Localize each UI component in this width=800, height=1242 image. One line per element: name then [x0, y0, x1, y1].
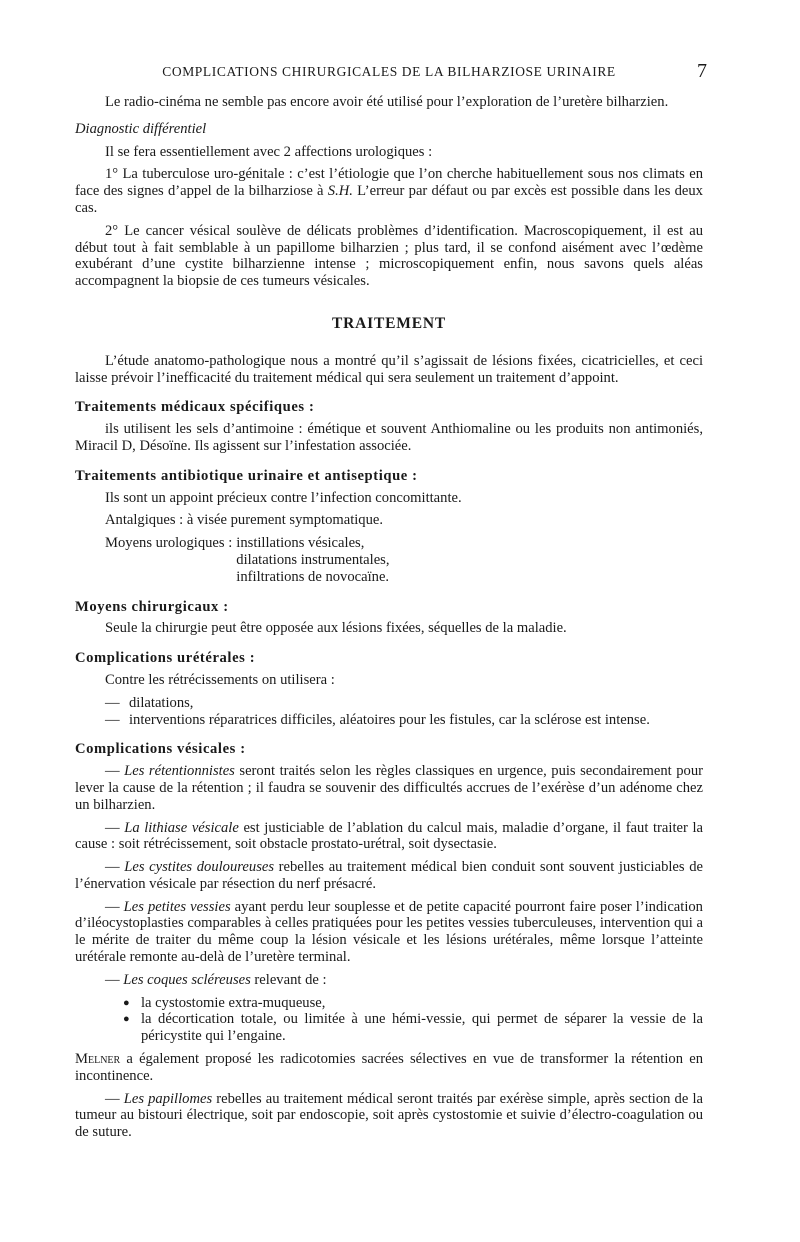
- list-item: — dilatations,: [105, 694, 194, 711]
- heading-diagnostic: Diagnostic différentiel: [75, 120, 207, 137]
- paragraph-cancer: 2° Le cancer vésical soulève de délicats problèmes d’identification. Macroscopiquement, il est au début tout à fait semblable à un papillome bilharzien ; plus tard, il se confond aisément avec l’œdème exubérant d’une cystite bilharzienne intense ; microscopiquement enfin, nous savons quels aléas accompagnent la biopsie de ces tumeurs vésicales.: [75, 222, 703, 290]
- section-title-traitement: TRAITEMENT: [332, 314, 446, 332]
- heading-traitements-medicaux: Traitements médicaux spécifiques :: [75, 399, 315, 416]
- moyens-urologiques-list: [232, 535, 389, 585]
- bullet-marker: ●: [123, 996, 130, 1009]
- list-item: — interventions réparatrices difficiles, aléatoires pour les fistules, car la sclérose est intense.: [105, 711, 650, 728]
- moyens-urologiques-label: Moyens urologiques :: [105, 535, 233, 552]
- paragraph-chirurgie: Seule la chirurgie peut être opposée aux lésions fixées, séquelles de la maladie.: [105, 620, 567, 637]
- running-header: [75, 60, 707, 88]
- running-title: COMPLICATIONS CHIRURGICALES DE LA BILHARZIOSE URINAIRE: [162, 64, 616, 79]
- heading-antibiotique: Traitements antibiotique urinaire et antiseptique :: [75, 467, 418, 484]
- dash-marker: —: [105, 694, 120, 711]
- paragraph-coques: — Les coques scléreuses relevant de :: [105, 971, 327, 988]
- paragraph-petites-vessies: — Les petites vessies ayant perdu leur souplesse et de petite capacité pourront faire poser l’indication d’iléocystoplasties comparables à celles pratiquées pour les petites vessies tuberculeuses, intervention qui a le mérite de traiter du même coup la lésion vésicale et les lésions urétérales, même lorsque l’atteinte urétérale remonte au-delà de l’uretère terminal.: [75, 898, 703, 966]
- paragraph-retentionnistes: — Les rétentionnistes seront traités selon les règles classiques en urgence, puis secondairement pour lever la cause de la rétention ; il faudra se souvenir des difficultés accrues de l’exérèse d’un adénome chez un bilharzien.: [75, 763, 703, 813]
- body-text: [75, 94, 703, 1141]
- paragraph-diagnostic-intro: Il se fera essentiellement avec 2 affections urologiques :: [105, 143, 433, 160]
- paragraph-papillomes: — Les papillomes rebelles au traitement médical seront traités par exérèse simple, après section de la tumeur au bistouri électrique, soit par endoscopie, soit après cystostomie et suivie d’électro-coagulation ou de suture.: [75, 1090, 703, 1141]
- list-item: ● la cystostomie extra-muqueuse,: [123, 994, 326, 1011]
- paragraph-cystites: — Les cystites douloureuses rebelles au traitement médical bien conduit sont souvent justiciables de l’énervation vésicale par résection du nerf présacré.: [75, 859, 703, 892]
- paragraph-radio-cinema: Le radio-cinéma ne semble pas encore avoir été utilisé pour l’exploration de l’uretère bilharzien.: [105, 94, 669, 110]
- paragraph-tuberculose: 1° La tuberculose uro-génitale : c’est l’étiologie que l’on cherche habituellement sous nos climats en face des signes d’appel de la bilharziose à S.H. L’erreur par défaut ou par excès est possible dans les deux cas.: [75, 166, 703, 216]
- heading-moyens-chirurgicaux: Moyens chirurgicaux :: [75, 598, 229, 615]
- bullet-marker: ●: [123, 1013, 130, 1026]
- paragraph-lithiase: — La lithiase vésicale est justiciable de l’ablation du calcul mais, maladie d’organe, il faut traiter la cause : soit rétrécissement, soit obstacle prostato-urétral, soit dysectasie.: [75, 819, 703, 853]
- paragraph-appoint: Ils sont un appoint précieux contre l’infection concomittante.: [105, 489, 462, 506]
- paragraph-retrecissements: Contre les rétrécissements on utilisera :: [105, 671, 335, 688]
- dash-marker: —: [105, 711, 120, 728]
- heading-complications-ureterales: Complications urétérales :: [75, 650, 256, 667]
- list-item: instillations vésicales,: [236, 535, 365, 552]
- heading-complications-vesicales: Complications vésicales :: [75, 741, 246, 758]
- author-name: Melner: [75, 1051, 121, 1068]
- list-item: infiltrations de novocaïne.: [236, 568, 390, 585]
- list-item: ● la décortication totale, ou limitée à une hémi-vessie, qui permet de séparer la vessie de la péricystite qui l’engaine.: [123, 1011, 703, 1045]
- moyens-urologiques: [75, 535, 703, 585]
- paragraph-traitements-medicaux: ils utilisent les sels d’antimoine : émétique et souvent Anthiomaline ou les produits non antimoniés, Miracil D, Désoïne. Ils agissent sur l’infestation associée.: [75, 421, 703, 454]
- paragraph-antalgiques: Antalgiques : à visée purement symptomatique.: [105, 512, 384, 529]
- list-item: dilatations instrumentales,: [236, 551, 390, 568]
- paragraph-melner: Melner a également proposé les radicotomies sacrées sélectives en vue de transformer la rétention en incontinence.: [75, 1051, 703, 1084]
- paragraph-traitement-intro: L’étude anatomo-pathologique nous a montré qu’il s’agissait de lésions fixées, cicatricielles, et ceci laisse prévoir l’inefficacité du traitement médical qui sera seulement un traitement d’appoint.: [75, 352, 703, 386]
- page-number: 7: [697, 60, 707, 82]
